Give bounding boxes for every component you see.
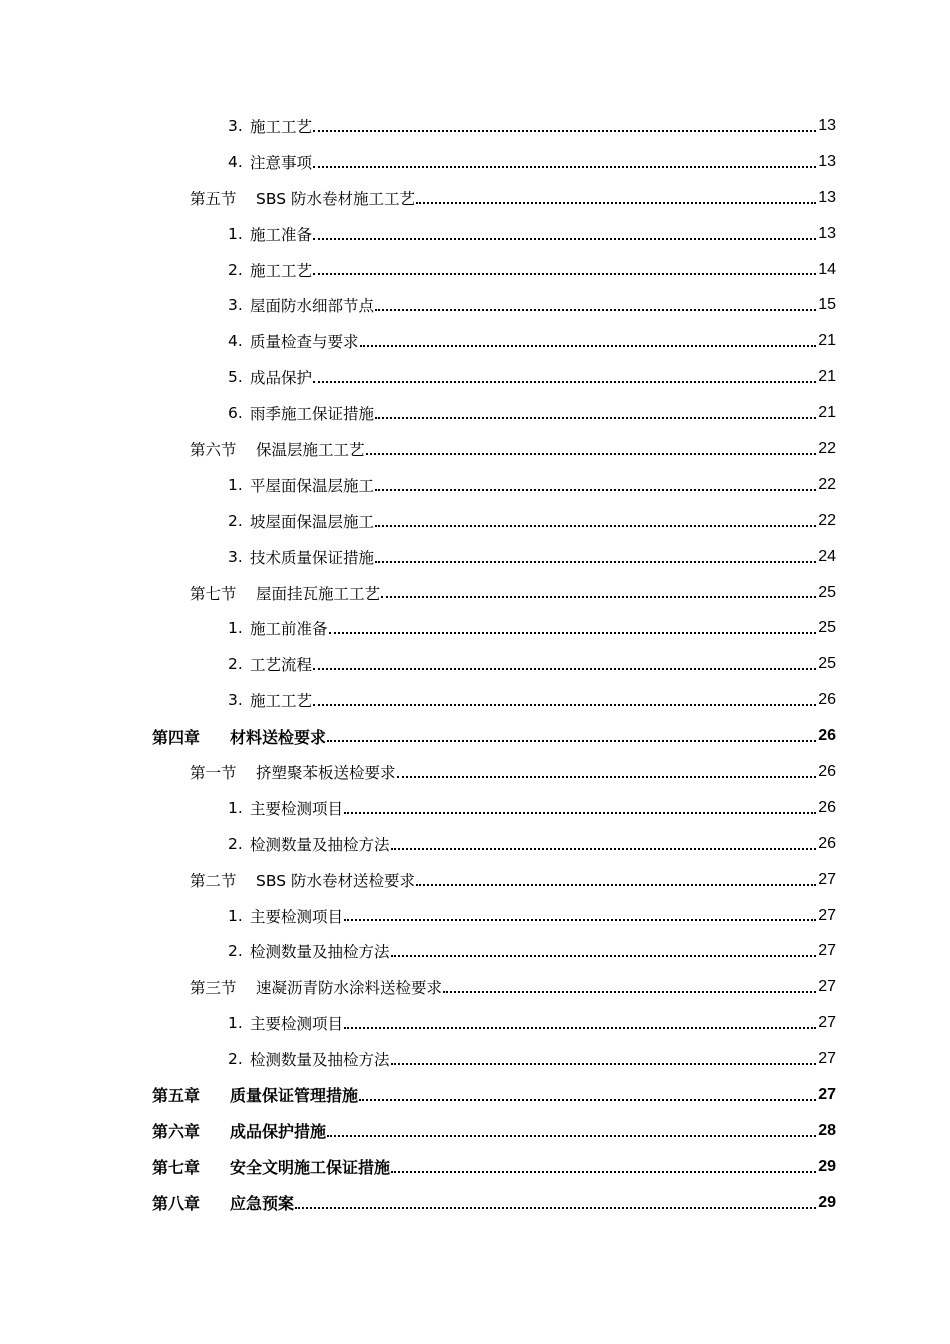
toc-entry-title: 检测数量及抽检方法 (250, 943, 390, 962)
toc-dot-leader (344, 918, 816, 921)
toc-entry-item[interactable] (0, 503, 950, 539)
toc-entry-page: 25 (818, 583, 836, 601)
toc-entry-title: 检测数量及抽检方法 (250, 835, 390, 854)
toc-entry-title: SBS 防水卷材施工工艺 (256, 189, 415, 208)
toc-dot-leader (313, 272, 816, 275)
toc-dot-leader (381, 595, 816, 598)
toc-entry-item[interactable] (0, 646, 950, 682)
toc-entry-page: 22 (818, 475, 836, 493)
toc-entry-page: 13 (818, 116, 836, 134)
toc-entry-number: 第三节 (190, 979, 237, 998)
toc-entry-section[interactable] (0, 575, 950, 611)
toc-entry-item[interactable] (0, 395, 950, 431)
toc-dot-leader (313, 667, 816, 670)
toc-entry-page: 25 (818, 619, 836, 637)
toc-entry-page: 27 (818, 870, 836, 888)
toc-entry-title: 材料送检要求 (230, 727, 327, 747)
toc-entry-page: 13 (818, 188, 836, 206)
toc-entry-number: 1. (228, 1014, 243, 1033)
toc-entry-page: 21 (818, 332, 836, 350)
toc-entry-item[interactable] (0, 610, 950, 646)
toc-entry-page: 22 (818, 439, 836, 457)
toc-entry-page: 22 (818, 511, 836, 529)
toc-entry-number: 第五章 (152, 1086, 201, 1106)
toc-dot-leader (416, 201, 816, 204)
toc-entry-item[interactable] (0, 933, 950, 969)
toc-entry-title: SBS 防水卷材送检要求 (256, 871, 415, 890)
toc-dot-leader (313, 380, 816, 383)
toc-entry-page: 26 (818, 798, 836, 816)
toc-dot-leader (375, 416, 816, 419)
toc-entry-title: 施工工艺 (250, 692, 313, 711)
toc-entry-number: 1. (228, 906, 243, 925)
toc-entry-page: 26 (818, 691, 836, 709)
toc-entry-title: 成品保护 (250, 369, 313, 388)
toc-dot-leader (313, 703, 816, 706)
toc-entry-item[interactable] (0, 1005, 950, 1041)
toc-entry-page: 14 (818, 260, 836, 278)
toc-entry-number: 2. (228, 834, 243, 853)
toc-entry-title: 主要检测项目 (250, 907, 344, 926)
toc-entry-number: 6. (228, 404, 243, 423)
toc-entry-title: 平屋面保温层施工 (250, 476, 375, 495)
toc-entry-item[interactable] (0, 1041, 950, 1077)
toc-entry-chapter[interactable] (0, 1113, 950, 1149)
toc-entry-page: 29 (818, 1193, 836, 1211)
toc-entry-number: 1. (228, 224, 243, 243)
toc-entry-number: 3. (228, 547, 243, 566)
toc-entry-number: 1. (228, 619, 243, 638)
toc-entry-section[interactable] (0, 180, 950, 216)
toc-entry-chapter[interactable] (0, 1149, 950, 1185)
toc-entry-title: 施工前准备 (250, 620, 328, 639)
toc-entry-number: 3. (228, 691, 243, 710)
toc-entry-item[interactable] (0, 826, 950, 862)
toc-entry-number: 1. (228, 475, 243, 494)
toc-entry-item[interactable] (0, 467, 950, 503)
toc-entry-title: 施工准备 (250, 225, 313, 244)
toc-entry-item[interactable] (0, 287, 950, 323)
toc-dot-leader (375, 524, 816, 527)
toc-entry-page: 27 (818, 978, 836, 996)
toc-entry-number: 2. (228, 942, 243, 961)
toc-entry-number: 2. (228, 260, 243, 279)
toc-entry-item[interactable] (0, 108, 950, 144)
toc-entry-number: 4. (228, 332, 243, 351)
toc-entry-chapter[interactable] (0, 1185, 950, 1221)
toc-dot-leader (397, 775, 817, 778)
toc-entry-item[interactable] (0, 682, 950, 718)
toc-entry-page: 27 (818, 1085, 836, 1103)
toc-entry-page: 29 (818, 1157, 836, 1175)
toc-entry-page: 26 (818, 834, 836, 852)
toc-entry-title: 施工工艺 (250, 117, 313, 136)
toc-entry-title: 雨季施工保证措施 (250, 405, 375, 424)
toc-entry-title: 成品保护措施 (230, 1122, 327, 1142)
toc-entry-number: 2. (228, 511, 243, 530)
toc-entry-chapter[interactable] (0, 1077, 950, 1113)
toc-entry-title: 质量检查与要求 (250, 333, 359, 352)
toc-entry-title: 工艺流程 (250, 656, 313, 675)
toc-entry-number: 2. (228, 1050, 243, 1069)
toc-entry-page: 21 (818, 404, 836, 422)
toc-dot-leader (327, 1134, 816, 1137)
toc-entry-section[interactable] (0, 862, 950, 898)
toc-dot-leader (416, 883, 816, 886)
toc-entry-title: 检测数量及抽检方法 (250, 1051, 390, 1070)
toc-entry-title: 注意事项 (250, 153, 313, 172)
toc-entry-number: 第七章 (152, 1158, 201, 1178)
toc-entry-title: 速凝沥青防水涂料送检要求 (256, 979, 443, 998)
toc-entry-item[interactable] (0, 359, 950, 395)
toc-entry-page: 13 (818, 224, 836, 242)
toc-entry-page: 27 (818, 906, 836, 924)
toc-entry-page: 25 (818, 655, 836, 673)
toc-dot-leader (375, 560, 816, 563)
toc-entry-chapter[interactable] (0, 718, 950, 754)
toc-entry-title: 安全文明施工保证措施 (230, 1158, 391, 1178)
toc-entry-title: 屋面防水细部节点 (250, 297, 375, 316)
toc-entry-title: 技术质量保证措施 (250, 548, 375, 567)
toc-entry-title: 屋面挂瓦施工工艺 (256, 584, 381, 603)
toc-entry-number: 第一节 (190, 763, 237, 782)
toc-entry-page: 24 (818, 547, 836, 565)
toc-entry-item[interactable] (0, 144, 950, 180)
toc-dot-leader (375, 308, 816, 311)
toc-entry-number: 第六节 (190, 440, 237, 459)
toc-entry-title: 坡屋面保温层施工 (250, 512, 375, 531)
toc-dot-leader (391, 954, 817, 957)
toc-entry-title: 施工工艺 (250, 261, 313, 280)
toc-dot-leader (313, 237, 816, 240)
toc-entry-item[interactable] (0, 252, 950, 288)
toc-dot-leader (329, 631, 817, 634)
toc-dot-leader (360, 344, 817, 347)
toc-entry-title: 质量保证管理措施 (230, 1086, 359, 1106)
toc-entry-number: 第七节 (190, 584, 237, 603)
toc-entry-section[interactable] (0, 431, 950, 467)
toc-entry-number: 3. (228, 296, 243, 315)
toc-dot-leader (344, 1026, 816, 1029)
toc-entry-page: 15 (818, 296, 836, 314)
toc-entry-page: 26 (818, 762, 836, 780)
toc-entry-number: 1. (228, 798, 243, 817)
toc-entry-page: 28 (818, 1121, 836, 1139)
toc-entry-page: 27 (818, 942, 836, 960)
toc-dot-leader (313, 129, 816, 132)
toc-entry-item[interactable] (0, 216, 950, 252)
toc-entry-page: 21 (818, 368, 836, 386)
toc-entry-number: 第四章 (152, 727, 201, 747)
toc-entry-number: 第六章 (152, 1122, 201, 1142)
table-of-contents (0, 108, 950, 1221)
toc-entry-title: 应急预案 (230, 1194, 295, 1214)
toc-entry-item[interactable] (0, 539, 950, 575)
toc-entry-page: 27 (818, 1050, 836, 1068)
toc-entry-title: 主要检测项目 (250, 799, 344, 818)
toc-entry-number: 第八章 (152, 1194, 201, 1214)
toc-entry-number: 第二节 (190, 871, 237, 890)
toc-dot-leader (327, 739, 816, 742)
toc-entry-number: 4. (228, 152, 243, 171)
toc-entry-number: 第五节 (190, 189, 237, 208)
toc-dot-leader (313, 165, 816, 168)
toc-entry-title: 挤塑聚苯板送检要求 (256, 763, 396, 782)
toc-dot-leader (391, 847, 817, 850)
toc-entry-item[interactable] (0, 898, 950, 934)
toc-entry-item[interactable] (0, 790, 950, 826)
toc-dot-leader (366, 452, 817, 455)
toc-entry-section[interactable] (0, 969, 950, 1005)
toc-entry-title: 保温层施工工艺 (256, 440, 365, 459)
toc-dot-leader (391, 1170, 816, 1173)
toc-dot-leader (443, 990, 816, 993)
toc-entry-number: 3. (228, 116, 243, 135)
toc-entry-item[interactable] (0, 323, 950, 359)
toc-entry-title: 主要检测项目 (250, 1015, 344, 1034)
toc-entry-page: 26 (818, 727, 836, 745)
toc-dot-leader (359, 1098, 816, 1101)
toc-dot-leader (295, 1206, 816, 1209)
toc-entry-number: 2. (228, 655, 243, 674)
toc-entry-page: 13 (818, 152, 836, 170)
toc-entry-page: 27 (818, 1014, 836, 1032)
toc-entry-number: 5. (228, 368, 243, 387)
toc-dot-leader (391, 1062, 817, 1065)
toc-dot-leader (375, 488, 816, 491)
toc-dot-leader (344, 811, 816, 814)
toc-entry-section[interactable] (0, 754, 950, 790)
